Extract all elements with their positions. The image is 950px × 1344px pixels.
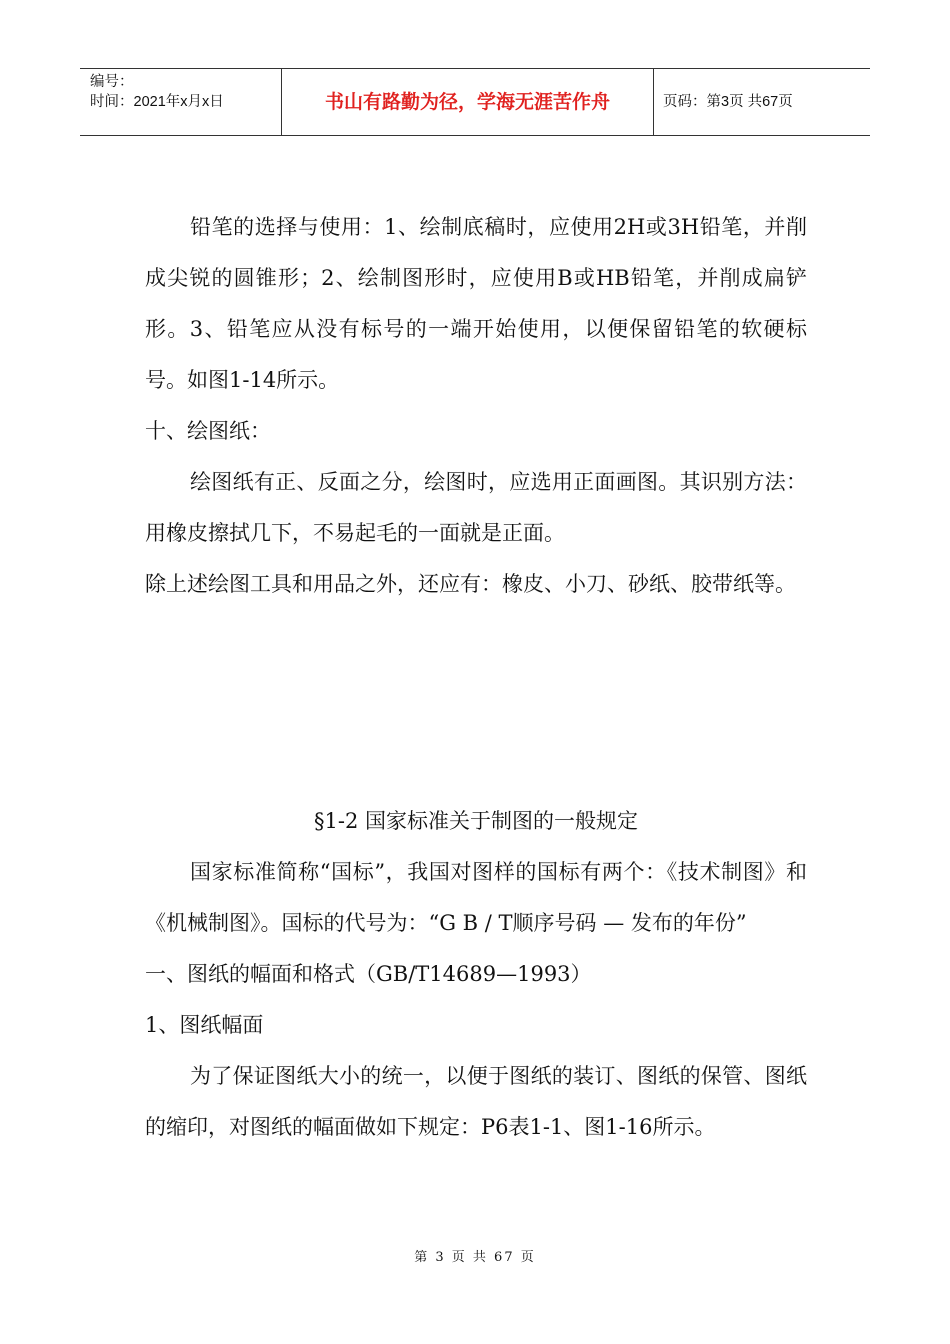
serial-number-label: 编号： [90, 74, 134, 90]
paragraph-drawing-paper: 绘图纸有正、反面之分，绘图时，应选用正面画图。其识别方法：用橡皮擦拭几下，不易起毛的一面就是正面。 [145, 470, 807, 545]
header-divider [653, 69, 654, 135]
paragraph-other-tools: 除上述绘图工具和用品之外，还应有：橡皮、小刀、砂纸、胶带纸等。 [145, 572, 796, 596]
section-title: §1-2 国家标准关于制图的一般规定 [314, 809, 638, 833]
document-header [80, 68, 870, 136]
paragraph-paper-size: 为了保证图纸大小的统一，以便于图纸的装订、图纸的保管、图纸的缩印，对图纸的幅面做如下规定：P6表1-1、图1-16所示。 [145, 1064, 807, 1139]
heading-paper-format: 一、图纸的幅面和格式（GB/T14689—1993） [145, 962, 592, 986]
section-body-text [145, 847, 807, 1153]
paragraph-national-standard: 国家标准简称“国标”，我国对图样的国标有两个：《技术制图》和《机械制图》。国标的代号为：“G B / T顺序号码 — 发布的年份” [145, 860, 807, 935]
header-page-info: 页码：第3页 共67页 [663, 94, 793, 110]
header-meta [90, 72, 224, 112]
heading-paper-size: 1、图纸幅面 [145, 1013, 264, 1037]
header-motto: 书山有路勤为径，学海无涯苦作舟 [324, 91, 610, 113]
paragraph-pencil-usage: 铅笔的选择与使用：1、绘制底稿时，应使用2H或3H铅笔，并削成尖锐的圆锥形；2、绘制图形时，应使用B或HB铅笔，并削成扁铲形。3、铅笔应从没有标号的一端开始使用，以便保留铅笔的软硬标号。如图1-14所示。 [145, 215, 807, 392]
body-text [145, 202, 807, 610]
heading-drawing-paper: 十、绘图纸： [145, 419, 271, 443]
page-footer: 第 3 页 共 67 页 [414, 1250, 536, 1265]
date-label: 时间：2021年x月x日 [90, 94, 224, 110]
